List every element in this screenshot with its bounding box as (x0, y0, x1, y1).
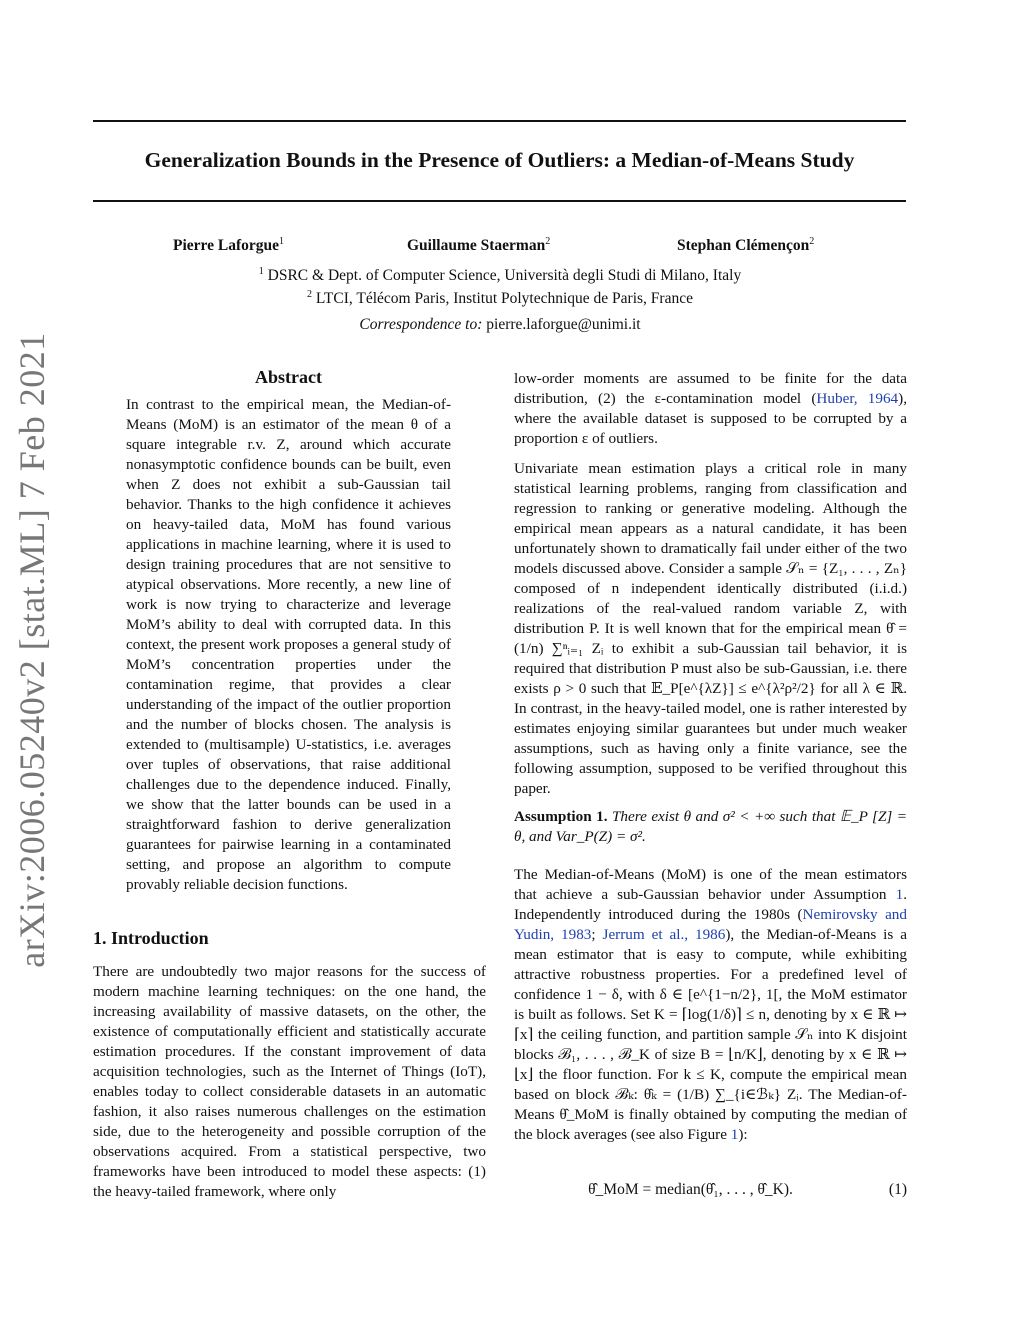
affiliation-2: $^2$ LTCI, Télécom Paris, Institut Polytechnique de Paris, France (307, 289, 693, 308)
introduction-heading: 1. Introduction (93, 928, 209, 948)
author-3: Stephan Clémençon$^2$ (677, 236, 815, 255)
abstract (126, 367, 451, 895)
author-1: Pierre Laforgue$^1$ (173, 236, 285, 255)
arxiv-identifier: arXiv:2006.05240v2 [stat.ML] 7 Feb 2021 (12, 332, 52, 968)
correspondence-email[interactable]: pierre.laforgue@unimi.it (486, 316, 641, 333)
author-2: Guillaume Staerman$^2$ (407, 236, 551, 255)
affiliation-1: $^1$ DSRC & Dept. of Computer Science, Università degli Studi di Milano, Italy (258, 266, 742, 285)
paper-title: Generalization Bounds in the Presence of Outliers: a Median-of-Means Study (144, 148, 855, 172)
citation-jerrum[interactable]: Jerrum et al., 1986 (602, 926, 726, 943)
equation-number: (1) (888, 1181, 907, 1198)
introduction-text: There are undoubtedly two major reasons for the success of modern machine learning techniques: on the one hand, the increasing availability of massive datasets, on the other, the existence of computationally efficient and statistically accurate estimation procedures. If the constant improvement of data acquisition technologies, such as the Internet of Things (IoT), enables today to collect considerable datasets in an automatic fashion, it also raises numerous challenges on the estimation side, due to the heterogeneity and possible corruption of the observations acquired. From a statistical perspective, two frameworks have been introduced to model these aspects: (1) the heavy-tailed framework, where only (93, 963, 486, 1200)
abstract-heading: Abstract (255, 367, 322, 387)
paragraph-contamination: low-order moments are assumed to be finite for the data distribution, (2) the ε-contamination model (Huber, 1964), where the available dataset is supposed to be corrupted by a proportion ε of outliers. (514, 370, 907, 447)
assumption-1: Assumption 1. There exist θ and σ² < +∞ such that 𝔼_P [Z] = θ, and Var_P(Z) = σ². (514, 808, 908, 845)
citation-huber[interactable]: Huber, 1964 (816, 390, 899, 407)
correspondence: Correspondence to: pierre.laforgue@unimi.it (359, 316, 641, 333)
ref-assumption-1[interactable]: 1 (895, 886, 904, 903)
abstract-text: In contrast to the empirical mean, the Median-of-Means (MoM) is an estimator of the mean θ of a square integrable r.v. Z, around which accurate nonasymptotic confidence bounds can be built, even when Z does not exhibit a sub-Gaussian tail behavior. Thanks to the high confidence it achieves on heavy-tailed data, MoM has found various applications in machine learning, where it is used to design training procedures that are not sensitive to atypical observations. More recently, a new line of work is now trying to characterize and leverage MoM’s ability to deal with corrupted data. In this context, the present work proposes a general study of MoM’s concentration properties under the contamination regime, that provides a clear understanding of the impact of the outlier proportion and the number of blocks chosen. The analysis is extended to (multisample) U-statistics, i.e. averages over tuples of observations, that raise additional challenges due to the dependence induced. Finally, we show that the latter bounds can be used in a straightforward fashion to derive generalization guarantees for pairwise learning in a contaminated setting, and propose an algorithm to compute provably reliable decision functions. (126, 396, 451, 893)
top-rule (93, 120, 906, 122)
citation-nemirovsky[interactable]: Nemirovsky and Yudin, 1983 (514, 906, 907, 943)
equation-1 (514, 1181, 907, 1199)
ref-figure-1[interactable]: 1 (730, 1126, 739, 1143)
right-column (514, 369, 907, 1145)
introduction (93, 962, 486, 1202)
title-bottom-rule (93, 200, 906, 202)
paragraph-mom: The Median-of-Means (MoM) is one of the mean estimators that achieve a sub-Gaussian behavior under Assumption 1. Independently introduced during the 1980s (Nemirovsky and Yudin, 1983; Jerrum et al., 1986), the Median-of-Means is a mean estimator that is easy to compute, while exhibiting attractive robustness properties. For a predefined level of confidence 1 − δ, with δ ∈ [e^{1−n/2}, 1[, the MoM estimator is built as follows. Set K = ⌈log(1/δ)⌉ ≤ n, denoting by x ∈ ℝ ↦ ⌈x⌉ the ceiling function, and partition sample 𝒮ₙ into K disjoint blocks ℬ₁, . . . , ℬ_K of size B = ⌊n/K⌋, denoting by x ∈ ℝ ↦ ⌊x⌋ the floor function. For k ≤ K, compute the empirical mean based on block ℬₖ: θ̂ₖ = (1/B) ∑_{i∈ℬₖ} Zᵢ. The Median-of-Means θ̂_MoM is finally obtained by computing the median of the block averages (see also Figure 1): (514, 866, 907, 1143)
equation-body: θ̂_MoM = median(θ̂₁, . . . , θ̂_K). (588, 1181, 793, 1198)
paragraph-mean-estimation: Univariate mean estimation plays a critical role in many statistical learning problems, ranging from classification and regression to ranking or generative modeling. Although the empirical mean appears as a natural candidate, it has been unfortunately shown to dramatically fail under either of the two models discussed above. Consider a sample 𝒮ₙ = {Z₁, . . . , Zₙ} composed of n independent identically distributed (i.i.d.) realizations of the real-valued random variable Z, with distribution P. It is well known that for the empirical mean θ̂ = (1/n) ∑ⁿᵢ₌₁ Zᵢ to exhibit a sub-Gaussian tail behavior, it is required that distribution P must also be sub-Gaussian, i.e. there exists ρ > 0 such that 𝔼_P[e^{λZ}] ≤ e^{λ²ρ²/2} for all λ ∈ ℝ. In contrast, in the heavy-tailed model, one is rather interested by estimates enjoying similar guarantees but under much weaker assumptions, such as having only a finite variance, see the following assumption, supposed to be verified throughout this paper. (514, 460, 907, 797)
